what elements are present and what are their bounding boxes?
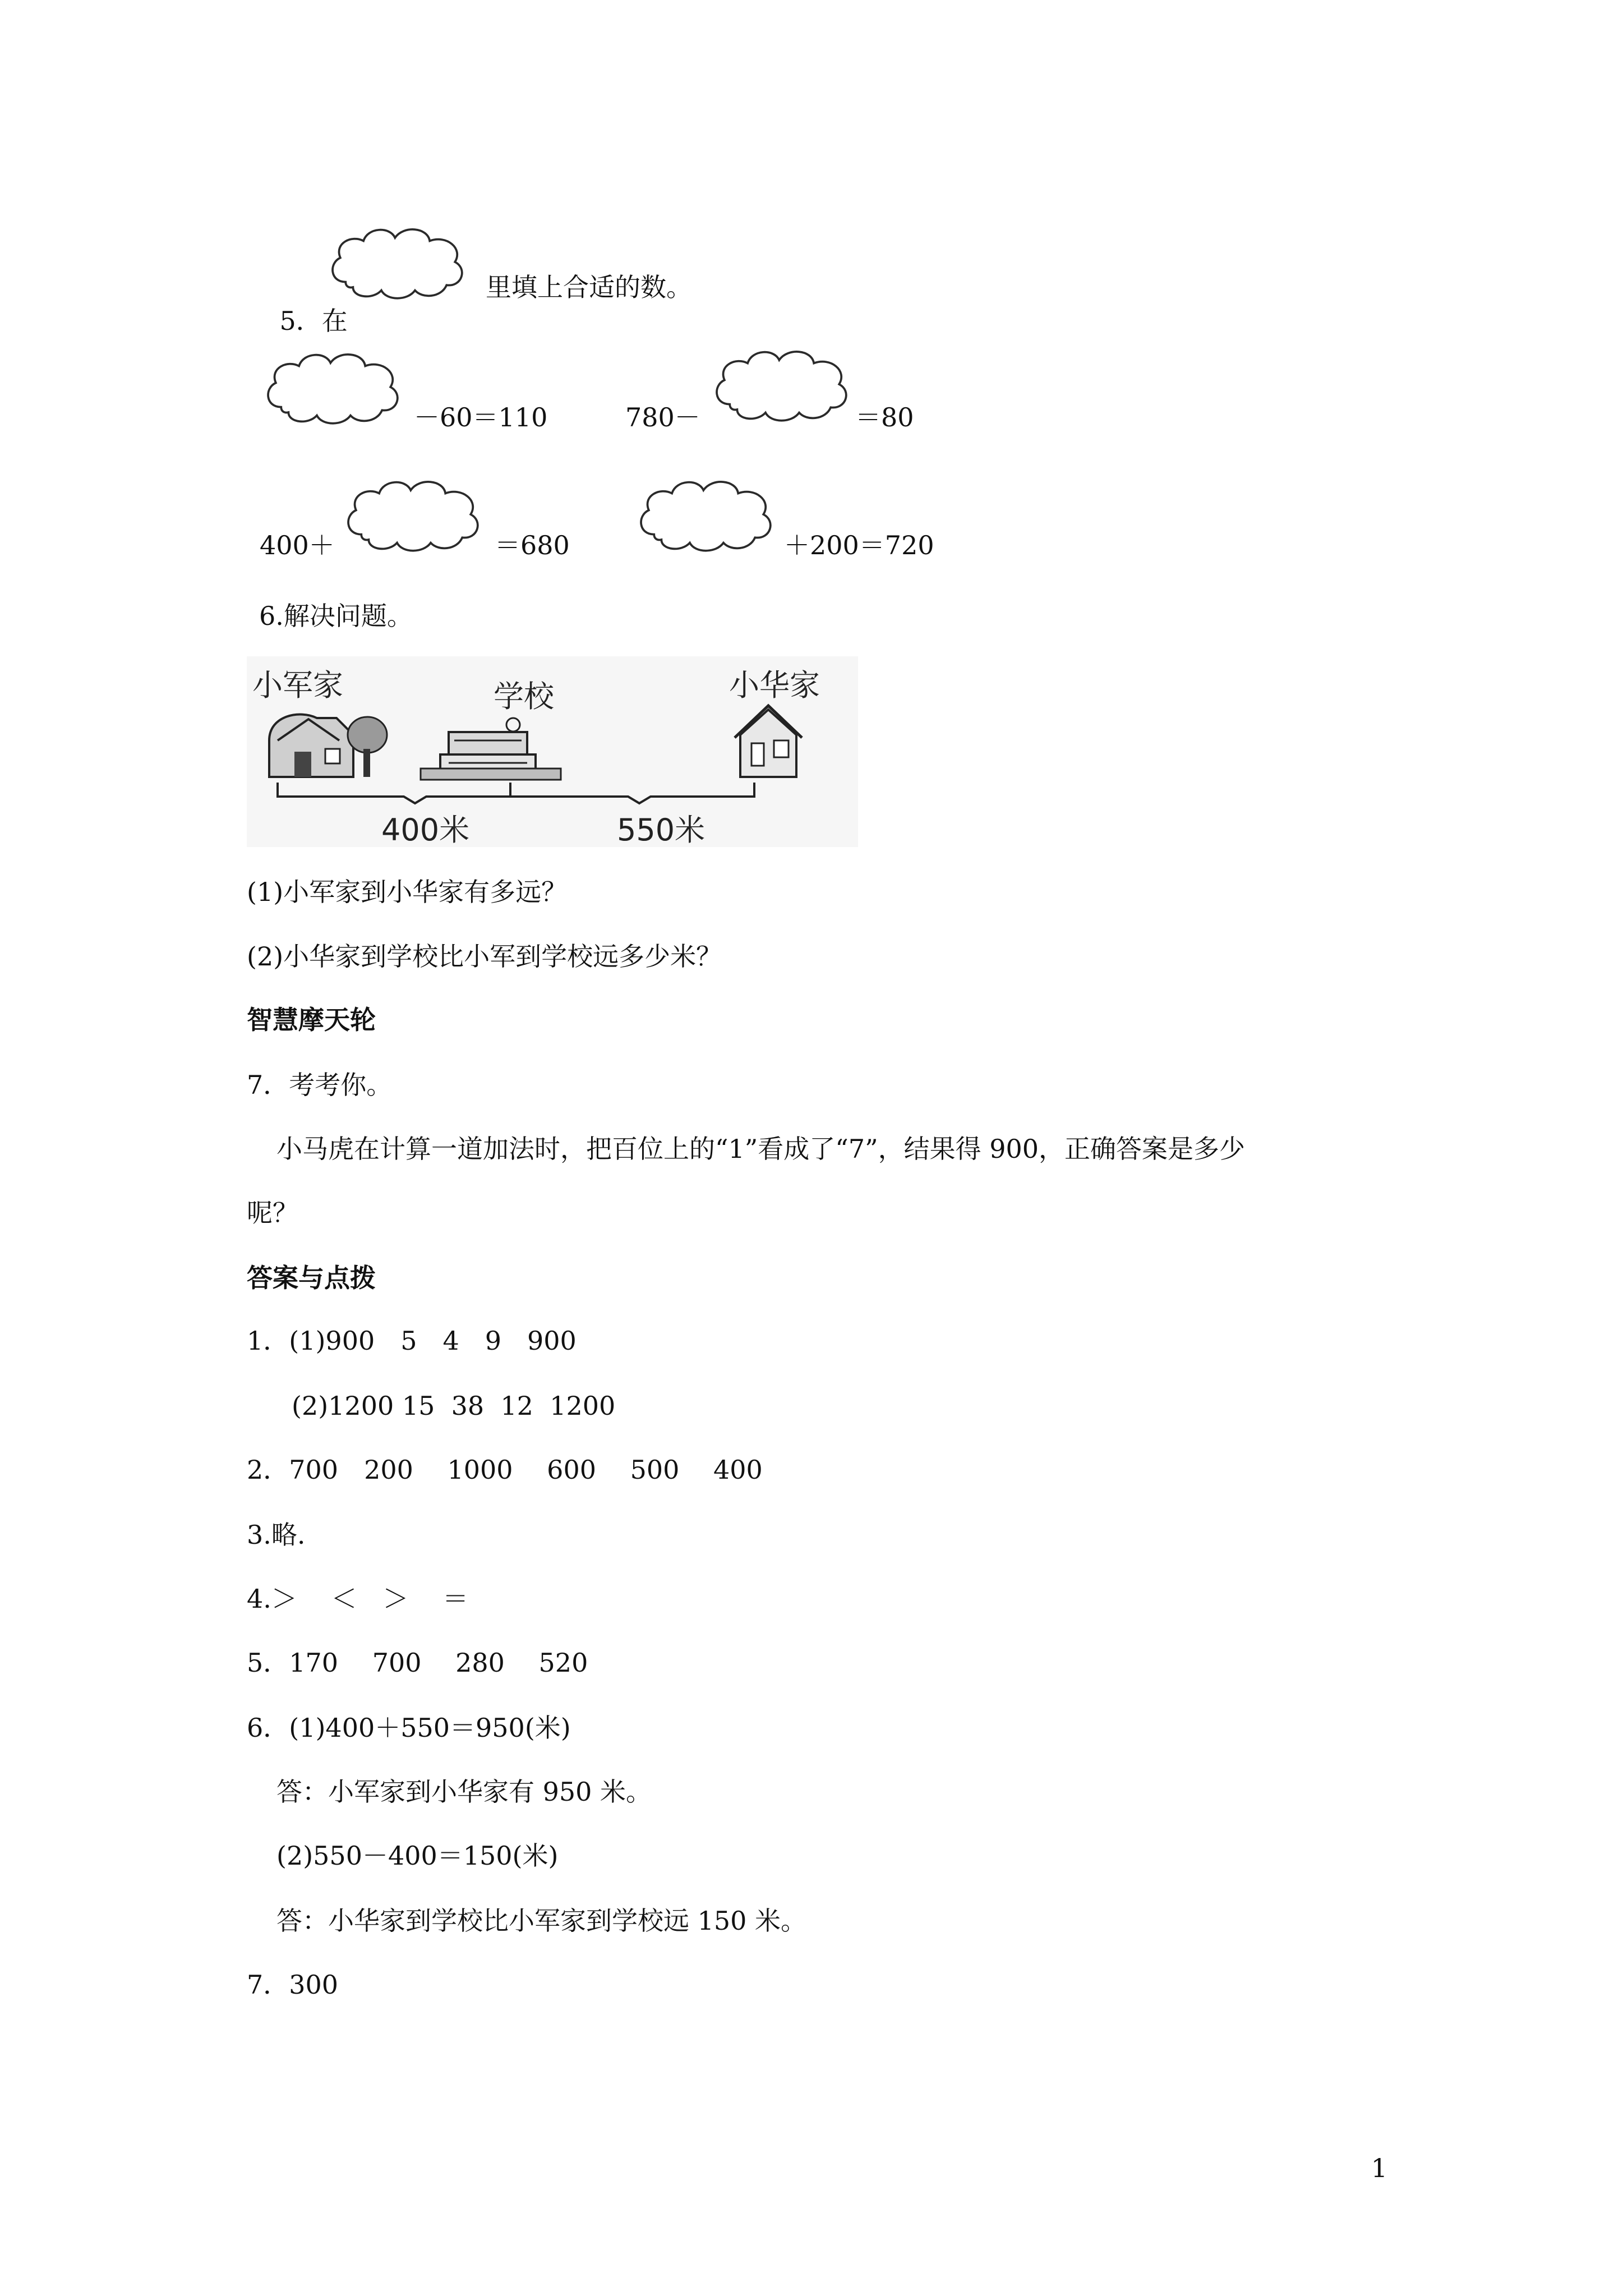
cloud-icon: [628, 472, 785, 556]
page-number: 1: [1371, 2153, 1387, 2183]
map-label-right: 小华家: [729, 668, 820, 703]
q5-eq2-tail: ＝80: [855, 402, 914, 432]
q6-title: 6.解决问题。: [259, 601, 413, 631]
section-answers-heading: 答案与点拨: [247, 1263, 376, 1293]
left-house-icon: [269, 714, 387, 777]
distance-left-label: 400米: [381, 812, 470, 847]
q5-title-post: 里填上合适的数。: [486, 272, 692, 302]
q6-sub1: (1)小军家到小华家有多远？: [247, 877, 568, 907]
answer-4: 4.＞ ＜ ＞ ＝: [247, 1584, 469, 1614]
answer-6-reply2: 答：小华家到学校比小军家到学校远 150 米。: [276, 1906, 807, 1936]
answer-6-reply1: 答：小军家到小华家有 950 米。: [276, 1777, 652, 1807]
answer-7: 7．300: [247, 1970, 339, 2000]
answer-1-part2: (2)1200 15 38 12 1200: [292, 1391, 616, 1421]
q7-body-line2: 呢？: [247, 1198, 298, 1228]
q5-eq2-head: 780－: [625, 402, 700, 432]
cloud-icon: [701, 342, 864, 426]
distance-right-label: 550米: [617, 812, 706, 847]
q5-title-pre: 5．在: [279, 306, 348, 336]
answer-1-part1: 1．(1)900 5 4 9 900: [247, 1326, 577, 1356]
answer-6-calc1: 6．(1)400＋550＝950(米): [247, 1713, 571, 1743]
map-label-left: 小军家: [252, 668, 343, 703]
q5-eq1-tail: －60＝110: [414, 402, 548, 432]
q7-body-line1: 小马虎在计算一道加法时，把百位上的“1”看成了“7”，结果得 900，正确答案是多少: [276, 1134, 1246, 1164]
q5-eq3-tail: ＝680: [495, 530, 570, 560]
q5-eq3-head: 400＋: [260, 530, 335, 560]
section-wisdom-heading: 智慧摩天轮: [247, 1005, 376, 1035]
answer-6-calc2: (2)550－400＝150(米): [276, 1841, 559, 1871]
cloud-icon: [255, 345, 412, 429]
cloud-icon: [335, 472, 492, 556]
cloud-icon: [317, 220, 479, 304]
distance-map: [247, 656, 858, 847]
q5-eq4-tail: ＋200＝720: [784, 530, 934, 560]
map-label-school: 学校: [494, 679, 554, 714]
answer-3: 3.略.: [247, 1520, 306, 1550]
answer-5: 5．170 700 280 520: [247, 1648, 588, 1678]
answer-2: 2．700 200 1000 600 500 400: [247, 1455, 763, 1485]
q7-title: 7．考考你。: [247, 1070, 393, 1100]
q6-sub2: (2)小华家到学校比小军到学校远多少米？: [247, 941, 722, 972]
